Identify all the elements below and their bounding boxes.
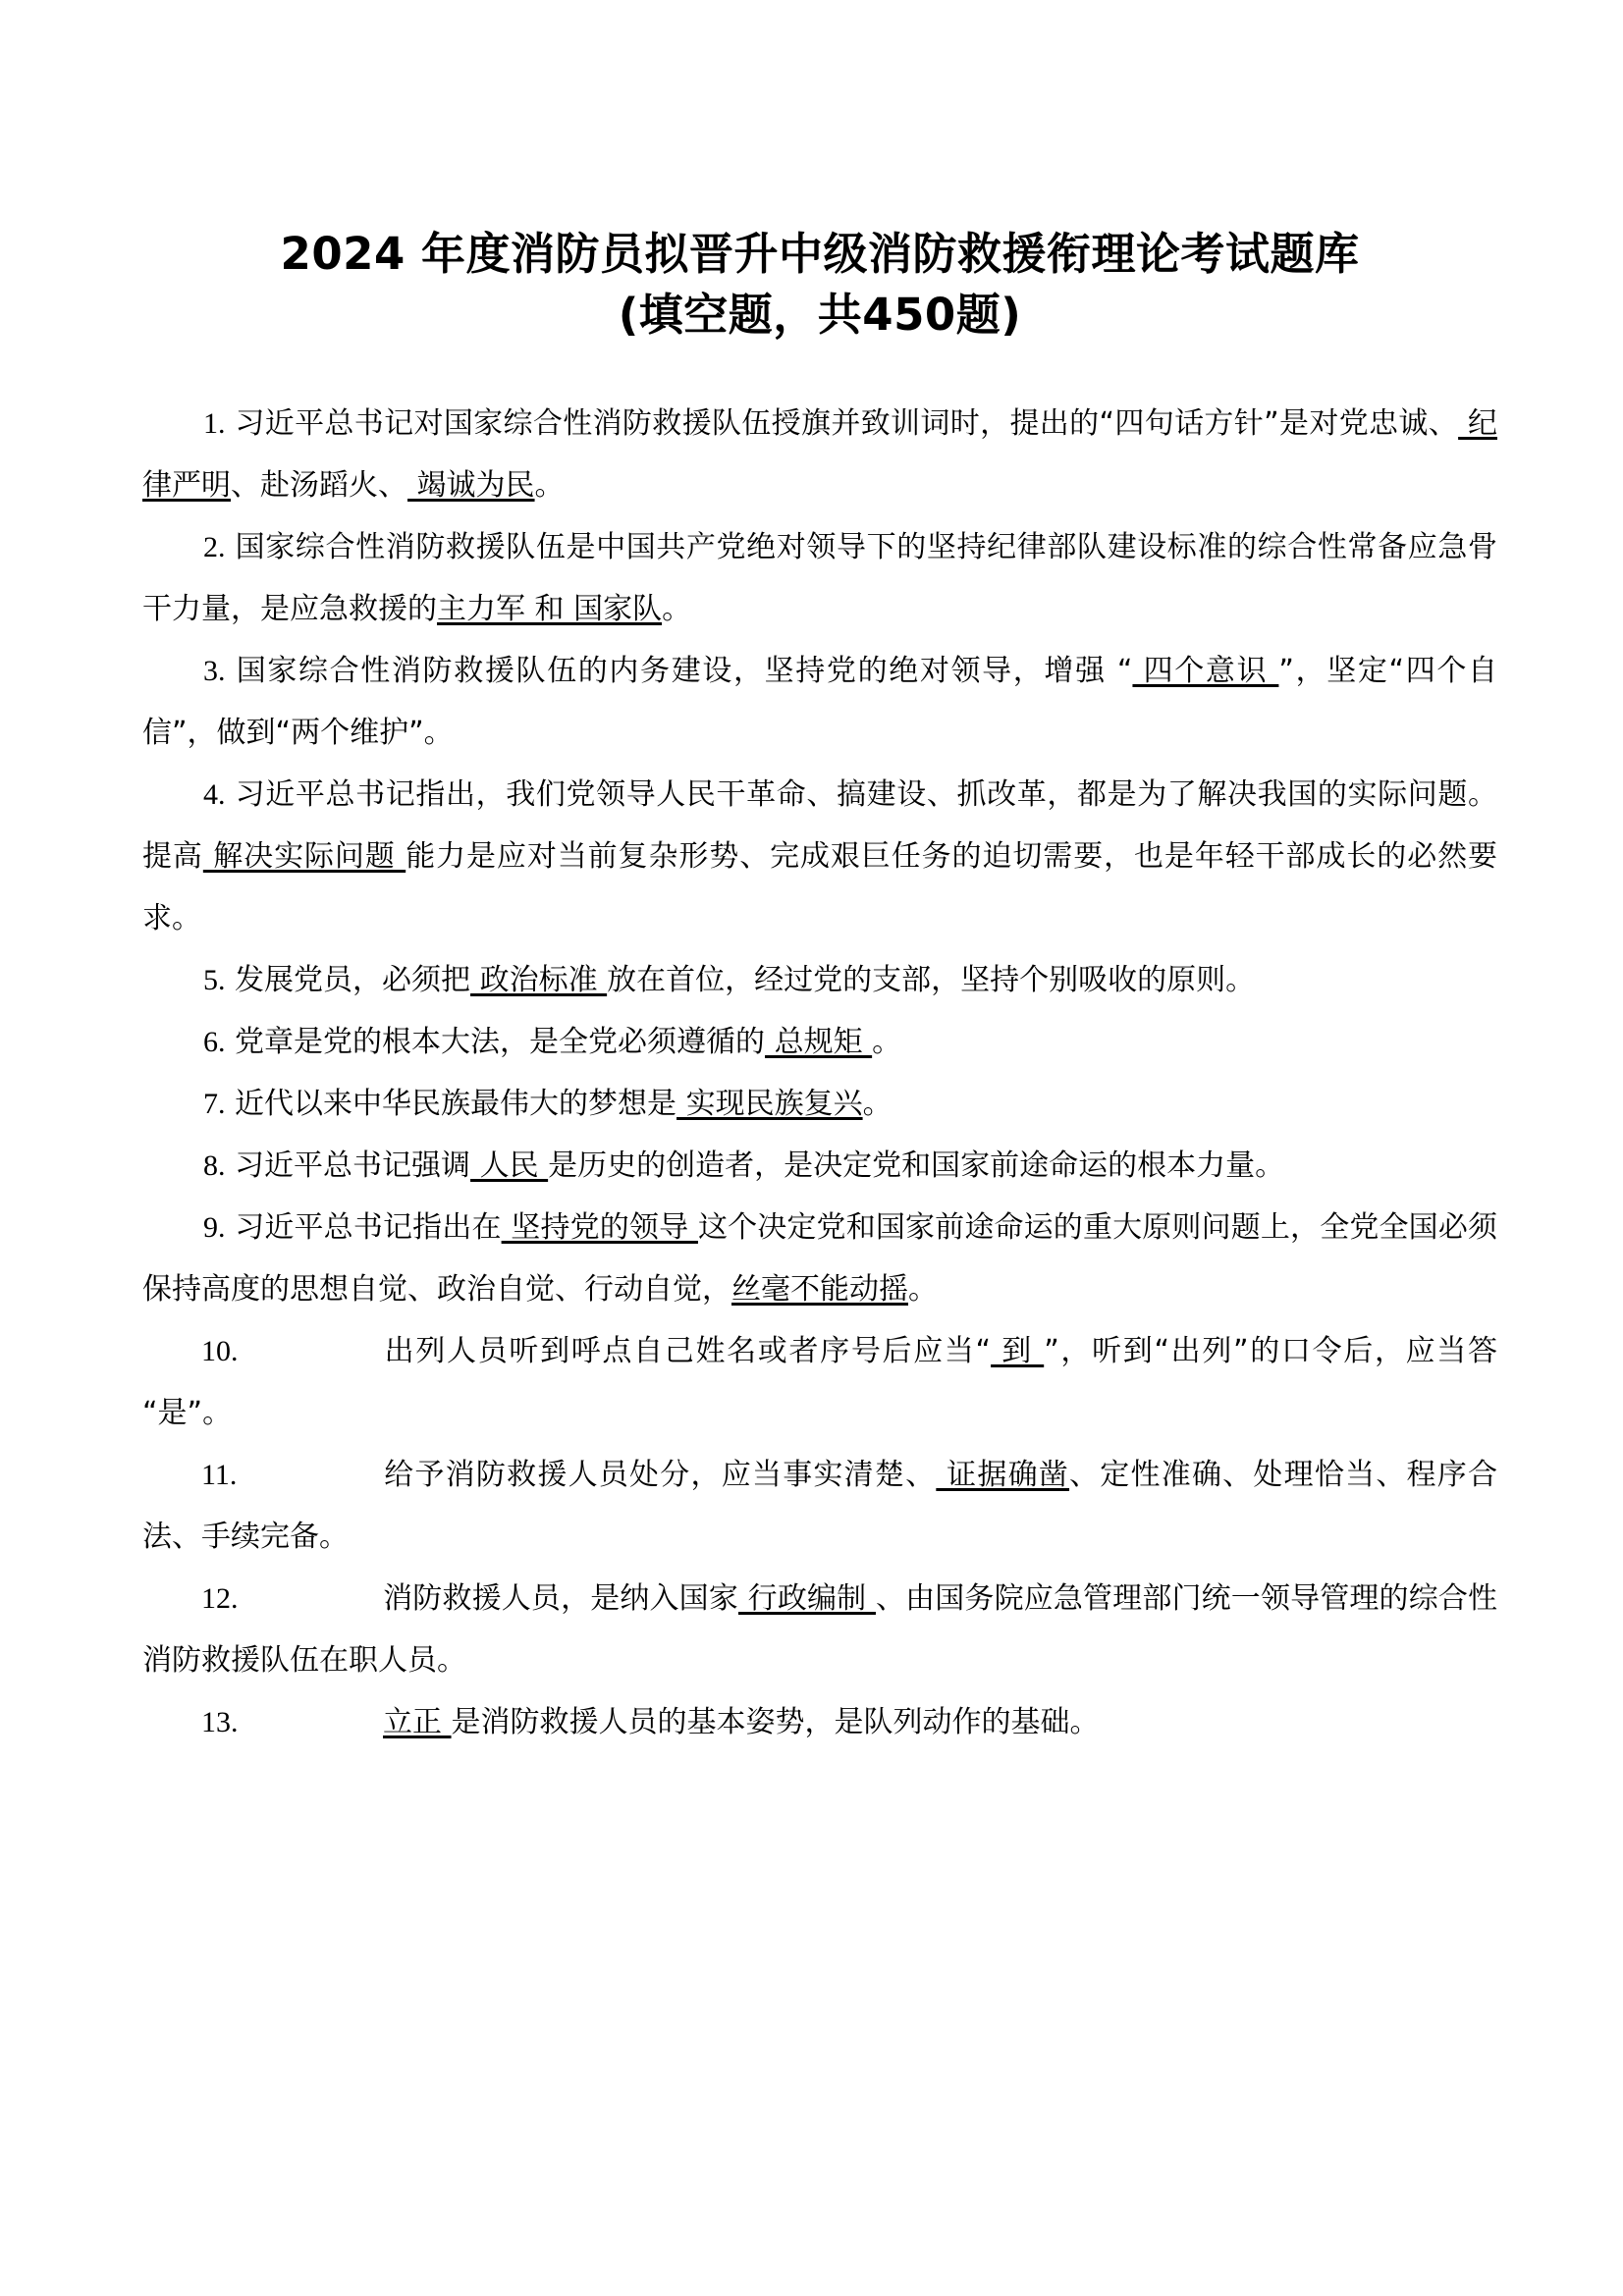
question-text: 放在首位，经过党的支部，坚持个别吸收的原则。 xyxy=(607,963,1256,997)
question-text: 出列人员听到呼点自己姓名或者序号后应当“ xyxy=(383,1334,992,1368)
question-answer-blank: 人民 xyxy=(470,1148,549,1183)
question-text: 。 xyxy=(908,1272,938,1307)
question-item xyxy=(142,393,1497,516)
question-text: 近代以来中华民族最伟大的梦想是 xyxy=(235,1087,677,1121)
question-item xyxy=(142,1320,1497,1444)
question-number: 1. xyxy=(203,407,226,440)
page-content xyxy=(142,0,1497,1753)
question-text: 这个决定党和国家前途命运的重大原则问题上，全党全国必须保持高度的思想自觉、政治自觉、行动自觉， xyxy=(142,1210,1497,1307)
question-text: 国家综合性消防救援队伍的内务建设，坚持党的绝对领导，增强 “ xyxy=(236,654,1133,688)
question-list xyxy=(142,393,1497,1753)
question-text: 发展党员，必须把 xyxy=(235,963,471,997)
question-text: 。 xyxy=(872,1025,902,1059)
question-number: 7. xyxy=(203,1088,226,1120)
question-number: 10. xyxy=(201,1335,239,1367)
question-answer-blank: 主力军 和 国家队 xyxy=(437,592,663,626)
question-answer-blank: 实现民族复兴 xyxy=(676,1087,863,1121)
question-text: ”，坚定“四个自信”，做到“两个维护”。 xyxy=(142,654,1497,750)
question-answer-blank: 丝毫不能动摇 xyxy=(731,1272,908,1307)
question-answer-blank: 证据确凿 xyxy=(936,1458,1070,1492)
question-item xyxy=(142,764,1497,949)
question-item xyxy=(142,949,1497,1011)
question-answer-blank: 四个意识 xyxy=(1132,654,1279,688)
question-number: 12. xyxy=(201,1582,239,1615)
question-item xyxy=(142,1444,1497,1568)
question-answer-blank: 坚持党的领导 xyxy=(501,1210,698,1245)
question-text: 习近平总书记指出在 xyxy=(235,1210,502,1245)
question-text: 习近平总书记指出，我们党领导人民干革命、搞建设、抓改革，都是为了解决我国的实际问题。提高 xyxy=(142,777,1497,874)
question-item xyxy=(142,1135,1497,1197)
question-number: 13. xyxy=(201,1706,239,1738)
question-answer-blank: 立正 xyxy=(383,1705,452,1739)
question-text: ”，听到“出列”的口令后，应当答“是”。 xyxy=(142,1334,1497,1430)
question-text: 、赴汤蹈火、 xyxy=(231,468,407,503)
question-number: 2. xyxy=(203,531,226,563)
question-number: 9. xyxy=(203,1211,226,1244)
document-title xyxy=(142,224,1497,346)
question-text: 、定性准确、处理恰当、程序合法、手续完备。 xyxy=(142,1458,1498,1554)
question-item xyxy=(142,1011,1497,1073)
question-text: 。 xyxy=(862,1087,893,1121)
question-item xyxy=(142,516,1497,640)
question-answer-blank: 到 xyxy=(991,1334,1045,1368)
question-number: 3. xyxy=(203,655,226,687)
question-item xyxy=(142,1197,1497,1320)
question-text: 、由国务院应急管理部门统一领导管理的综合性消防救援队伍在职人员。 xyxy=(142,1581,1498,1678)
question-answer-blank: 竭诚为民 xyxy=(407,468,535,503)
question-number: 5. xyxy=(203,964,226,996)
question-answer-blank: 行政编制 xyxy=(737,1581,876,1616)
question-text: 国家综合性消防救援队伍是中国共产党绝对领导下的坚持纪律部队建设标准的综合性常备应急骨干力量，是应急救援的 xyxy=(142,530,1497,626)
question-text: 习近平总书记对国家综合性消防救援队伍授旗并致训词时，提出的“四句话方针”是对党忠诚、 xyxy=(235,406,1459,441)
question-number: 4. xyxy=(203,778,226,811)
question-answer-blank: 纪律严明 xyxy=(142,406,1497,503)
question-text: 。 xyxy=(534,468,565,503)
question-text: 消防救援人员，是纳入国家 xyxy=(383,1581,738,1616)
question-answer-blank: 解决实际问题 xyxy=(202,839,406,874)
document-title-line-2: (填空题，共450题) xyxy=(618,289,1022,341)
question-item xyxy=(142,640,1497,764)
question-number: 6. xyxy=(203,1026,226,1058)
document-title-line-1: 2024 年度消防员拟晋升中级消防救援衔理论考试题库 xyxy=(280,228,1360,280)
question-number: 11. xyxy=(201,1459,238,1491)
question-text: 给予消防救援人员处分，应当事实清楚、 xyxy=(383,1458,937,1492)
question-text: 是历史的创造者，是决定党和国家前途命运的根本力量。 xyxy=(548,1148,1285,1183)
question-text: 党章是党的根本大法，是全党必须遵循的 xyxy=(235,1025,766,1059)
question-item xyxy=(142,1568,1497,1691)
question-answer-blank: 总规矩 xyxy=(765,1025,873,1059)
question-item xyxy=(142,1073,1497,1135)
question-text: 。 xyxy=(662,592,692,626)
question-text: 能力是应对当前复杂形势、完成艰巨任务的迫切需要，也是年轻干部成长的必然要求。 xyxy=(142,839,1498,935)
question-item xyxy=(142,1691,1497,1753)
question-answer-blank: 政治标准 xyxy=(470,963,608,997)
question-number: 8. xyxy=(203,1149,226,1182)
question-text: 习近平总书记强调 xyxy=(235,1148,471,1183)
question-text: 是消防救援人员的基本姿势，是队列动作的基础。 xyxy=(451,1705,1100,1739)
